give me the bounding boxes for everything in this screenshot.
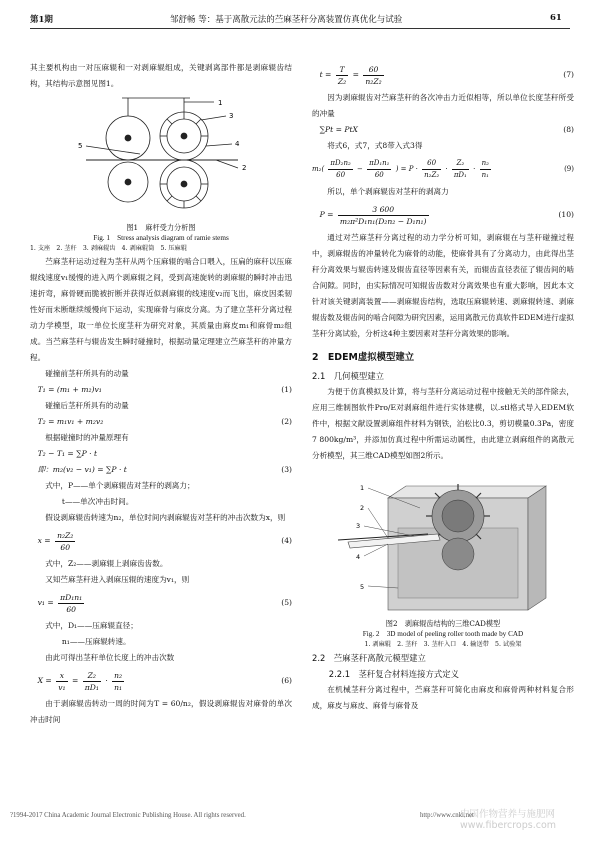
equation-10: P = $\frac{3 600}{\text{m₂π²D₁n₁(D₂n₂ − D₁n₁)}}$ (10) <box>319 204 574 226</box>
analysis-paragraph: 通过对苎麻茎秆分离过程的动力学分析可知，剥麻辊在与茎秆碰撞过程中，剥麻辊齿的冲量转化为麻骨的动能，使麻骨具有了分离动力，由此得出茎秆分离效果与辊齿转速及辊齿直径等因素有关，而辊齿直径表征了辊齿间的啮合间隙。同时，由实际情况可知辊齿齿数对分离效果也有重大影响，因此本文针对该关键剥离装置——剥麻辊齿结构，选取压麻辊转速、剥麻辊转速、剥麻辊齿数及辊齿间的啮合间隙为研究因素，运用离散元仿真软件EDEM进行虚拟茎秆分离试验，分析这4种主要因素对茎秆分离效果的影响。 <box>312 233 574 338</box>
fig1-label-3: 3 <box>229 112 234 120</box>
figure-2-cad-model <box>328 468 558 616</box>
left-column <box>30 60 292 728</box>
figure-2-legend: 1. 剥麻辊 2. 茎秆 3. 茎秆入口 4. 输送带 5. 试验架 <box>364 641 522 648</box>
right-column <box>312 60 574 714</box>
fig2-label-2: 2 <box>360 504 365 512</box>
fig2-label-4: 4 <box>356 553 361 561</box>
issue-number: 第1期 <box>30 15 53 25</box>
equation-9: m₂( $\frac{\text{πD₂n₂}}{60}$ − $\frac{\text{πD₁n₁}}{60}$ ) = P · $\frac{60}{\text{n₂Z₂}}$ · $\frac{\text{Z₂}}{\text{πD₁}}$ · $\frac{\text{n₂}}{\text{n₁}}$ (9) <box>312 158 574 179</box>
section-2-2-1-heading: 2.2.1 茎秆复合材料连接方式定义 <box>328 669 459 679</box>
fig2-label-3: 3 <box>356 522 361 530</box>
velocity-paragraph: 又知苎麻茎秆进入剥麻压辊的速度为v₁，则 <box>45 575 190 584</box>
fig1-label-2: 2 <box>242 164 247 172</box>
equation-1: T₁ = (m₁ + m₂)v₁ (1) <box>37 385 292 394</box>
figure-1-legend: 1. 支座 2. 茎秆 3. 剥麻辊齿 4. 剥麻辊筒 5. 压麻辊 <box>30 245 187 252</box>
equation-4: x = $\frac{\text{n₂Z₂}}{60}$ (4) <box>37 530 292 552</box>
figure-1-caption-en: Fig. 1 Stress analysis diagram of ramie stems <box>93 234 229 242</box>
equal-force-paragraph: 因为剥麻辊齿对苎麻茎秆的各次冲击力近似相等，所以单位长度茎秆所受的冲量 <box>312 93 574 118</box>
where-p: 式中，P——单个剥麻辊齿对茎秆的剥离力； <box>45 481 195 490</box>
watermark: 中国作物营养与施肥网 www.fibercrops.com <box>460 809 557 831</box>
motion-paragraph: 苎麻茎秆运动过程为茎秆从两个压麻辊的啮合口喂入，压扁的麻秆以压麻辊线速度v₁缓慢的进入两个剥麻辊之间，受到高速旋转的剥麻辊的瞬时冲击迅速折弯，麻骨硬而脆被折断并获得近似剥麻辊的线速度v₂而飞出，麻皮因柔韧性好而未断继续缓慢向下运动，实现麻骨与麻皮分离。为了建立茎秆分离过程动力学模型，取一单位长度茎秆为研究对象，其质量由麻皮m₁和麻骨m₂组成。当苎麻茎秆与辊齿发生瞬时碰撞时，根据动量定理建立苎麻茎秆的冲量方程。 <box>30 257 292 362</box>
equation-8: ∑Pt = PtX (8) <box>319 125 574 134</box>
figure-1-diagram <box>66 96 256 220</box>
where-t: t——单次冲击时间。 <box>61 497 134 506</box>
equation-5: v₁ = $\frac{\text{πD₁n₁}}{60}$ (5) <box>37 592 292 614</box>
fig1-label-4: 4 <box>235 140 240 148</box>
impulse-text: 根据碰撞时的冲量原理有 <box>45 433 129 442</box>
fig2-label-5: 5 <box>360 583 365 591</box>
equation-3a: T₂ − T₁ = ∑P · t <box>37 449 98 458</box>
speed-paragraph: 假设剥麻辊齿转速为n₂，单位时间内剥麻辊齿对茎秆的冲击次数为x，则 <box>45 513 286 522</box>
figure-1-caption-cn: 图1 麻杆受力分析图 <box>126 223 196 232</box>
copyright-text: ?1994-2017 China Academic Journal Electronic Publishing House. All rights reserved. <box>10 812 246 819</box>
running-header <box>30 8 570 26</box>
peel-force-text: 所以，单个剥麻辊齿对茎秆的剥离力 <box>327 187 449 196</box>
composite-material-paragraph: 在机械茎秆分离过程中，苎麻茎秆可简化由麻皮和麻骨两种材料复合形成，麻皮与麻皮、麻骨与麻骨及 <box>312 685 574 710</box>
section-2-1-heading: 2.1 几何模型建立 <box>312 371 384 381</box>
equation-6: X = $\frac{x}{\text{v₁}}$ = $\frac{\text{Z₂}}{\text{πD₁}}$ · $\frac{\text{n₂}}{\text{n₁}}$ (6) <box>37 670 292 692</box>
intro-paragraph: 其主要机构由一对压麻辊和一对剥麻辊组成，关键剥离部件都是剥麻辊齿结构，其结构示意图见图1。 <box>30 63 292 88</box>
figure-2-caption-cn: 图2 剥麻辊齿结构的三维CAD模型 <box>385 619 501 628</box>
equation-2: T₂ = m₁v₁ + m₂v₂ (2) <box>37 417 292 426</box>
substitution-text: 将式6，式7，式8带入式3得 <box>327 141 423 150</box>
fig2-label-1: 1 <box>360 484 365 492</box>
geometry-paragraph: 为便于仿真模拟及计算，将与茎秆分离运动过程中接触无关的部件除去，应用三维制图软件Pro/E对剥麻组件进行实体建模，以.stl格式导入EDEM软件中，根据文献设置剥麻组件材料为钢铁，泊松比0.3，剪切模量0.3Pa，密度7 800kg/m³，并添加仿真过程中所需运动属性，由此建立剥麻组件的离散元分析模型，其三维CAD模型如图2所示。 <box>312 387 574 460</box>
figure-2-caption-en: Fig. 2 3D model of peeling roller tooth made by CAD <box>362 630 524 638</box>
equation-3b: 即：m₂(v₂ − v₁) = ∑P · t (3) <box>37 465 292 474</box>
momentum-after-text: 碰撞后茎秆所具有的动量 <box>45 401 129 410</box>
header-rule <box>30 28 570 29</box>
section-2-heading: 2 EDEM虚拟模型建立 <box>312 352 415 363</box>
equation-7: t = $\frac{T}{\text{Z₂}}$ = $\frac{60}{\text{n₂Z₂}}$ (7) <box>319 64 574 86</box>
impact-count-text: 由此可得出茎秆单位长度上的冲击次数 <box>45 653 175 662</box>
where-z2: 式中，Z₂——剥麻辊上剥麻齿齿数。 <box>45 559 168 568</box>
rotation-time-paragraph: 由于剥麻辊齿转动一周的时间为T = 60/n₂，假设剥麻辊齿对麻骨的单次冲击时间 <box>30 699 292 724</box>
section-2-2-heading: 2.2 苎麻茎秆离散元模型建立 <box>312 653 426 663</box>
momentum-before-text: 碰撞前茎秆所具有的动量 <box>45 369 129 378</box>
where-d1: 式中，D₁——压麻辊直径； <box>45 621 138 630</box>
cnki-link[interactable]: http://www.cnki.net <box>420 812 474 819</box>
fig1-label-1: 1 <box>218 99 223 107</box>
running-title: 邹舒畅 等：基于离散元法的苎麻茎秆分离装置仿真优化与试验 <box>170 15 403 25</box>
page-number: 61 <box>550 13 562 23</box>
fig1-label-5: 5 <box>78 142 83 150</box>
where-n1: n₁——压麻辊转速。 <box>61 637 131 646</box>
